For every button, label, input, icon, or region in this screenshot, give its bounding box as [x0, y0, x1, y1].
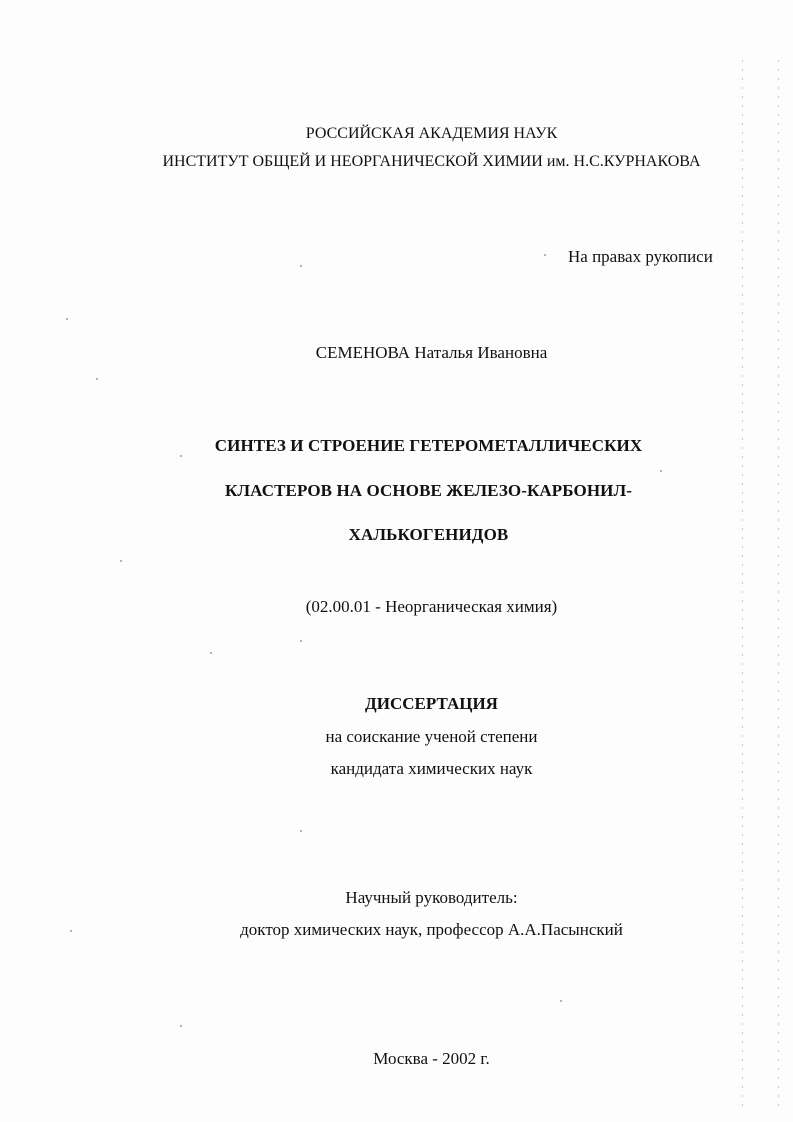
scan-speck: [120, 560, 122, 562]
scan-speck: [660, 470, 662, 472]
work-type-heading: ДИССЕРТАЦИЯ: [365, 694, 498, 713]
scan-edge-artifact: [742, 60, 743, 1110]
degree-line-1: на соискание ученой степени: [325, 727, 538, 746]
scan-speck: [300, 830, 302, 832]
degree-line-2: кандидата химических наук: [330, 759, 533, 778]
organization-name: РОССИЙСКАЯ АКАДЕМИЯ НАУК: [305, 125, 558, 142]
scan-speck: [180, 455, 182, 457]
manuscript-rights-note: На правах рукописи: [568, 247, 713, 266]
institute-name: ИНСТИТУТ ОБЩЕЙ И НЕОРГАНИЧЕСКОЙ ХИМИИ им. Н.С.КУРНАКОВА: [162, 153, 701, 170]
scan-speck: [300, 265, 302, 267]
scan-speck: [544, 254, 546, 256]
place-and-year: Москва - 2002 г.: [373, 1049, 490, 1068]
scan-speck: [300, 640, 302, 642]
title-line-3: ХАЛЬКОГЕНИДОВ: [348, 525, 509, 544]
scan-speck: [210, 652, 212, 654]
author-name: СЕМЕНОВА Наталья Ивановна: [315, 343, 548, 362]
specialty-code: (02.00.01 - Неорганическая химия): [305, 597, 558, 616]
supervisor-name: доктор химических наук, профессор А.А.Пасынский: [240, 920, 623, 939]
scan-edge-artifact: [778, 60, 779, 1110]
supervisor-label: Научный руководитель:: [345, 888, 518, 907]
title-line-1: СИНТЕЗ И СТРОЕНИЕ ГЕТЕРОМЕТАЛЛИЧЕСКИХ: [214, 436, 643, 455]
scan-speck: [96, 378, 98, 380]
scan-speck: [70, 930, 72, 932]
title-line-2: КЛАСТЕРОВ НА ОСНОВЕ ЖЕЛЕЗО-КАРБОНИЛ-: [224, 481, 632, 500]
scan-speck: [66, 318, 68, 320]
scan-speck: [180, 1025, 182, 1027]
scan-speck: [560, 1000, 562, 1002]
